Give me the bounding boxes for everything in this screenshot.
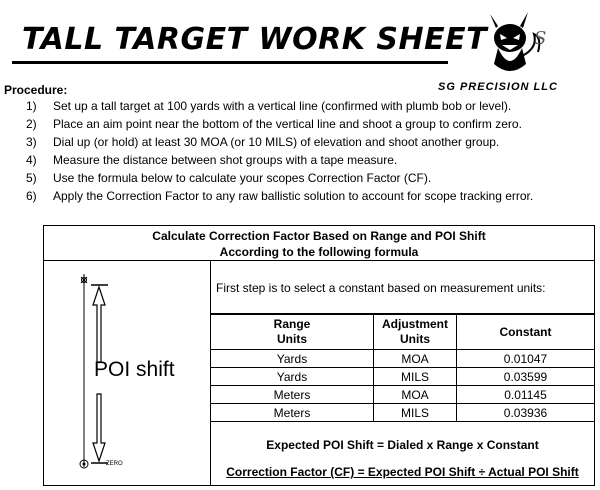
header-line: Adjustment — [382, 317, 448, 331]
step-text: Place an aim point near the bottom of the vertical line and shoot a group to confirm zero. — [53, 117, 522, 131]
constant-cell: 0.01145 — [457, 386, 595, 404]
brand-name: SG PRECISION LLC — [438, 81, 558, 93]
list-item — [0, 153, 600, 171]
header-line: Units — [277, 332, 307, 346]
panel-heading-line2: According to the following formula — [219, 245, 419, 259]
header-line: Units — [400, 332, 430, 346]
expected-poi-formula: Expected POI Shift = Dialed x Range x Constant — [266, 438, 539, 452]
arrow-down-icon — [93, 394, 105, 461]
devil-logo-icon — [476, 4, 552, 76]
adjustment-cell: MILS — [374, 404, 457, 422]
title-underline — [12, 61, 448, 64]
adjustment-units-header — [374, 315, 457, 350]
range-cell: Yards — [211, 368, 374, 386]
procedure-steps — [0, 99, 600, 207]
step-number: 4) — [26, 153, 37, 167]
procedure-label: Procedure: — [4, 83, 68, 97]
header-line: Range — [273, 317, 311, 331]
adjustment-cell: MOA — [374, 386, 457, 404]
step-text: Measure the distance between shot groups with a tape measure. — [53, 153, 398, 167]
table-row — [211, 350, 594, 368]
formula-panel — [211, 262, 594, 485]
list-item — [0, 99, 600, 117]
table-row — [211, 368, 594, 386]
page-title: TALL TARGET WORK SHEET — [22, 22, 488, 57]
step-number: 6) — [26, 189, 37, 203]
step-text: Use the formula below to calculate your scopes Correction Factor (CF). — [53, 171, 432, 185]
constant-header: Constant — [457, 315, 595, 350]
constant-cell: 0.01047 — [457, 350, 595, 368]
adjustment-cell: MILS — [374, 368, 457, 386]
constant-cell: 0.03936 — [457, 404, 595, 422]
calculation-panel — [43, 225, 595, 486]
step-text: Apply the Correction Factor to any raw ballistic solution to account for scope tracking error. — [53, 189, 534, 203]
range-units-header — [211, 315, 374, 350]
table-row — [211, 386, 594, 404]
panel-heading-line1: Calculate Correction Factor Based on Range and POI Shift — [152, 229, 486, 243]
range-cell: Yards — [211, 350, 374, 368]
constant-cell: 0.03599 — [457, 368, 595, 386]
panel-heading — [44, 226, 594, 261]
table-header-row — [211, 315, 594, 350]
zero-label: ZERO — [106, 461, 123, 467]
table-row — [211, 404, 594, 422]
svg-text:S: S — [534, 28, 547, 49]
step-text: Set up a tall target at 100 yards with a vertical line (confirmed with plumb bob or level). — [53, 99, 512, 113]
step-text: Dial up (or hold) at least 30 MOA (or 10 MILS) of elevation and shoot another group. — [53, 135, 500, 149]
first-step-text: First step is to select a constant based on measurement units: — [211, 262, 594, 314]
range-cell: Meters — [211, 404, 374, 422]
adjustment-cell: MOA — [374, 350, 457, 368]
constants-table — [211, 314, 594, 422]
list-item — [0, 189, 600, 207]
list-item — [0, 171, 600, 189]
step-number: 3) — [26, 135, 37, 149]
step-number: 2) — [26, 117, 37, 131]
arrow-up-icon — [93, 287, 105, 362]
step-number: 1) — [26, 99, 37, 113]
list-item — [0, 117, 600, 135]
list-item — [0, 135, 600, 153]
poi-shift-label: POI shift — [94, 358, 175, 381]
step-number: 5) — [26, 171, 37, 185]
correction-factor-formula: Correction Factor (CF) = Expected POI Shift ÷ Actual POI Shift — [226, 465, 579, 479]
poi-shift-diagram — [44, 262, 210, 485]
range-cell: Meters — [211, 386, 374, 404]
